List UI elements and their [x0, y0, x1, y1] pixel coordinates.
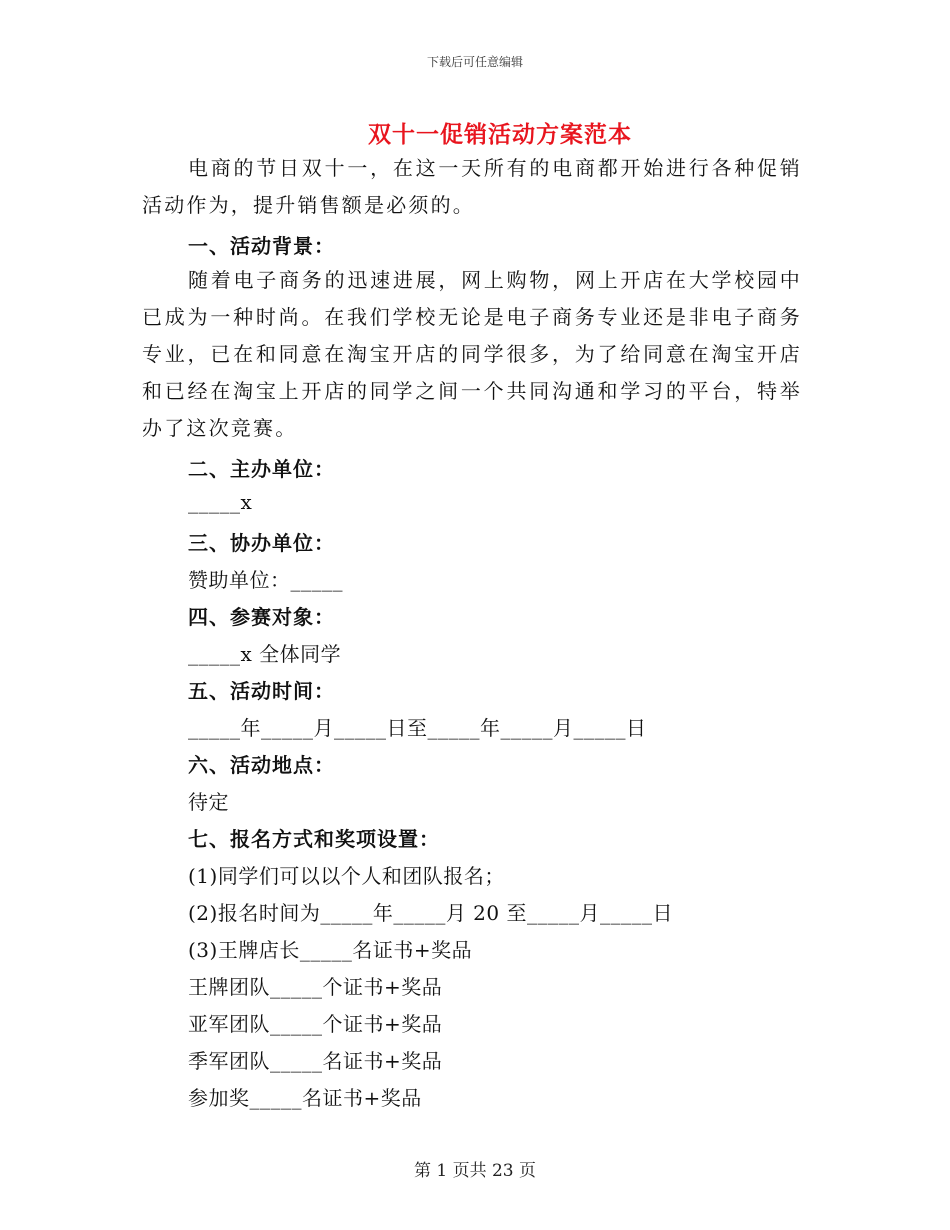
award-line-third-place: 季军团队_____名证书+奖品 [188, 1049, 443, 1073]
intro-paragraph: 电商的节日双十一，在这一天所有的电商都开始进行各种促销活动作为，提升销售额是必须的。 [142, 156, 802, 217]
section-line-organizer: _____x [188, 490, 253, 514]
section-line-sponsor: 赞助单位：_____ [188, 568, 343, 592]
section-line-participants: _____x 全体同学 [188, 642, 342, 666]
award-line-team-winner: 王牌团队_____个证书+奖品 [188, 975, 443, 999]
section-line-time: _____年_____月_____日至_____年_____月_____日 [188, 716, 647, 740]
award-line-participation: 参加奖_____名证书+奖品 [188, 1086, 422, 1110]
section-heading-organizer: 二、主办单位： [188, 457, 335, 481]
section-heading-time: 五、活动时间： [188, 679, 335, 703]
page-number: 第 1 页共 23 页 [413, 1161, 537, 1181]
registration-line-2: (2)报名时间为_____年_____月 20 至_____月_____日 [188, 901, 673, 925]
header-note: 下载后可任意编辑 [426, 55, 523, 69]
section-body-background: 随着电子商务的迅速进展，网上购物，网上开店在大学校园中已成为一种时尚。在我们学校无论是电子商务专业还是非电子商务专业，已在和同意在淘宝开店的同学很多，为了给同意在淘宝开店和已经在淘宝上开店的同学之间一个共同沟通和学习的平台，特举办了这次竞赛。 [142, 268, 802, 440]
award-line-runner-up: 亚军团队_____个证书+奖品 [188, 1012, 443, 1036]
section-line-location: 待定 [188, 790, 229, 814]
section-heading-participants: 四、参赛对象： [188, 605, 335, 629]
section-heading-registration: 七、报名方式和奖项设置： [188, 827, 440, 851]
section-heading-background: 一、活动背景： [188, 234, 335, 258]
section-heading-co-organizer: 三、协办单位： [188, 531, 335, 555]
document-title: 双十一促销活动方案范本 [368, 121, 632, 148]
registration-line-3: (3)王牌店长_____名证书+奖品 [188, 938, 473, 962]
section-heading-location: 六、活动地点： [188, 753, 335, 777]
registration-line-1: (1)同学们可以以个人和团队报名； [188, 864, 505, 888]
